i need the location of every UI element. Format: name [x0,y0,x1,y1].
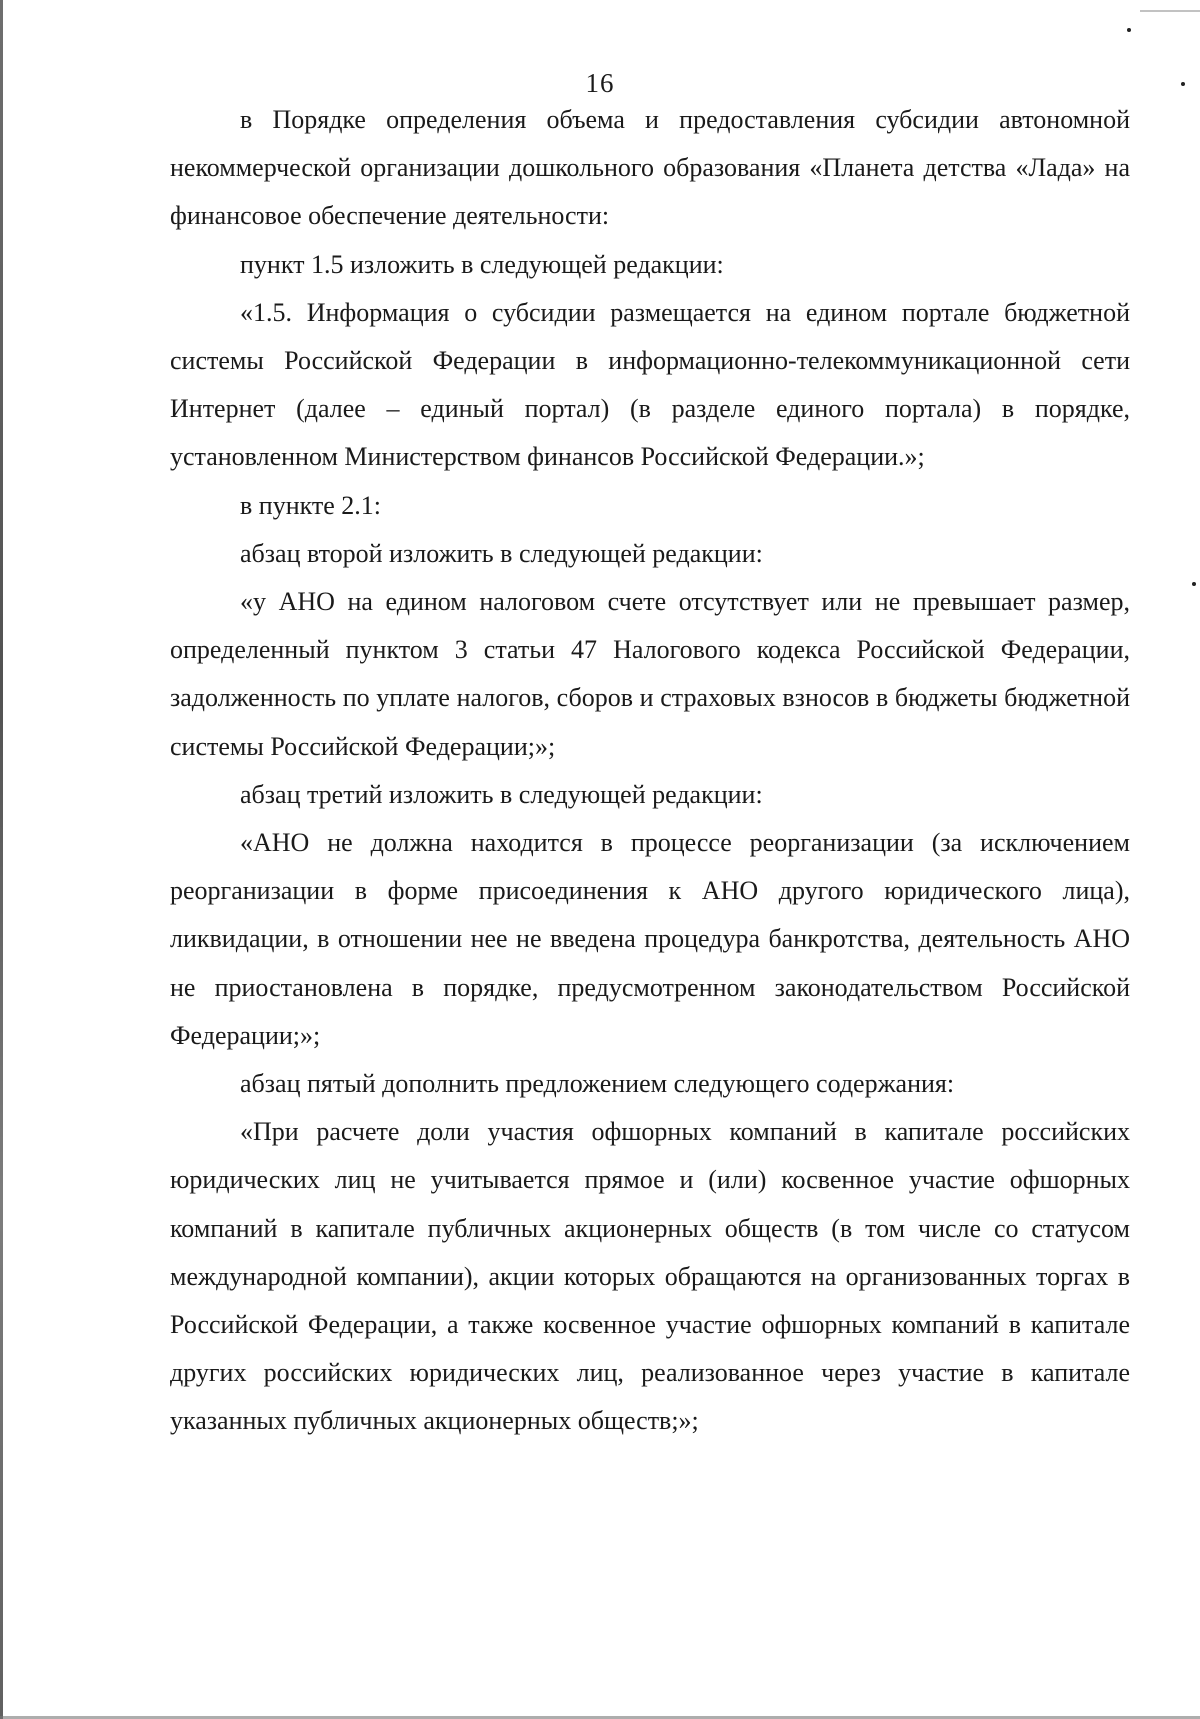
paragraph-fifth-clause-heading: абзац пятый дополнить предложением следующего содержания: [240,1069,955,1099]
scan-speck [1192,582,1196,586]
document-body [170,96,1130,1446]
paragraph-item-1-5-heading: пункт 1.5 изложить в следующей редакции: [240,249,724,279]
paragraph-second-clause-text: «у АНО на едином налоговом счете отсутствует или не превышает размер, определенный пунктом 3 статьи 47 Налогового кодекса Российской Федерации, задолженность по уплате налогов, сборов и страховых взносов в бюджеты бюджетной системы Российской Федерации;»; [170,587,1130,761]
paragraph-third-clause-text: «АНО не должна находится в процессе реорганизации (за исключением реорганизации в форме присоединения к АНО другого юридического лица), ликвидации, в отношении нее не введена процедура банкротства, деятельность АНО не приостановлена в порядке, предусмотренном законодательством Российской Федерации;»; [170,828,1130,1050]
scan-speck [1127,28,1131,32]
paragraph-item-1-5-text: «1.5. Информация о субсидии размещается на едином портале бюджетной системы Российской Федерации в информационно-телекоммуникационной сети Интернет (далее – единый портал) (в разделе единого портала) в порядке, установленном Министерством финансов Российской Федерации.»; [170,297,1130,472]
paragraph-second-clause-heading: абзац второй изложить в следующей редакции: [240,538,763,568]
scan-corner-mark [1140,0,1200,12]
paragraph-item-2-1-heading: в пункте 2.1: [240,490,382,520]
scan-left-edge [0,0,3,1719]
page-number: 16 [585,68,615,98]
paragraph-amendment-intro: в Порядке определения объема и предоставления субсидии автономной некоммерческой организации дошкольного образования «Планета детства «Лада» на финансовое обеспечение деятельности: [170,105,1130,231]
paragraph-fifth-clause-text: «При расчете доли участия офшорных компаний в капитале российских юридических лиц не учитывается прямое и (или) косвенное участие офшорных компаний в капитале публичных акционерных обществ (в том числе со статусом международной компании), акции которых обращаются на организованных торгах в Российской Федерации, а также косвенное участие офшорных компаний в капитале других российских юридических лиц, реализованное через участие в капитале указанных публичных акционерных обществ;»; [170,1117,1130,1436]
paragraph-third-clause-heading: абзац третий изложить в следующей редакции: [240,779,763,809]
